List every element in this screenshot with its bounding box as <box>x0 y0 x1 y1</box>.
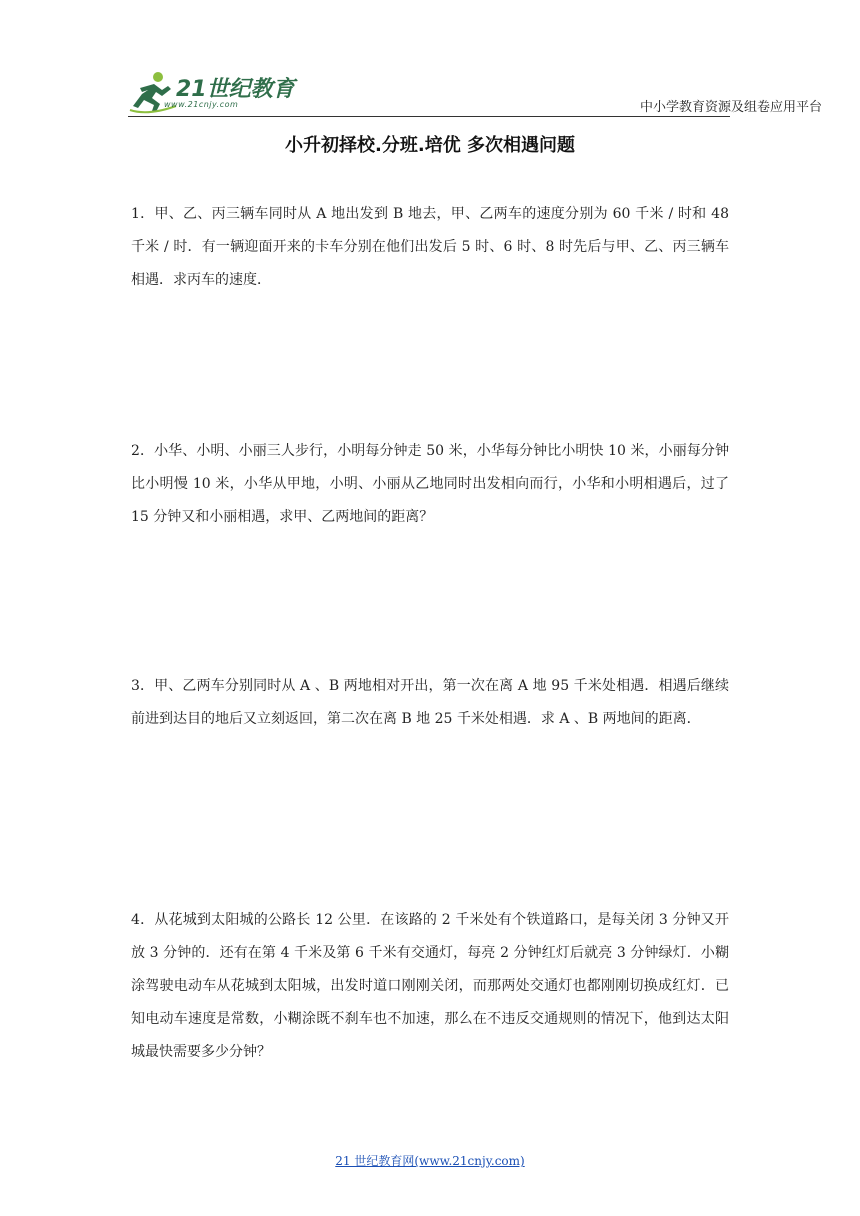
question-1: 1．甲、乙、丙三辆车同时从 A 地出发到 B 地去，甲、乙两车的速度分别为 60 千米 / 时和 48 千米 / 时．有一辆迎面开来的卡车分别在他们出发后 5 时、6 时、8 时先后与甲、乙、丙三辆车相遇．求丙车的速度． <box>131 206 729 288</box>
question-3: 3．甲、乙两车分别同时从 A 、B 两地相对开出，第一次在离 A 地 95 千米处相遇．相遇后继续前进到达目的地后又立刻返回，第二次在离 B 地 25 千米处相遇．求 A 、B 两地间的距离． <box>131 678 729 727</box>
platform-label: 中小学教育资源及组卷应用平台 <box>639 100 822 115</box>
header-divider <box>128 116 730 117</box>
page-title: 小升初择校.分班.培优 多次相遇问题 <box>285 135 575 156</box>
site-logo <box>128 70 298 116</box>
question-2: 2．小华、小明、小丽三人步行，小明每分钟走 50 米，小华每分钟比小明快 10 米，小丽每分钟比小明慢 10 米，小华从甲地，小明、小丽从乙地同时出发相向而行，小华和小明相遇后，过了 15 分钟又和小丽相遇，求甲、乙两地间的距离？ <box>131 443 729 525</box>
question-4: 4．从花城到太阳城的公路长 12 公里．在该路的 2 千米处有个铁道路口，是每关闭 3 分钟又开放 3 分钟的．还有在第 4 千米及第 6 千米有交通灯，每亮 2 分钟红灯后就亮 3 分钟绿灯．小糊涂驾驶电动车从花城到太阳城，出发时道口刚刚关闭，而那两处交通灯也都刚刚切换成红灯．已知电动车速度是常数，小糊涂既不刹车也不加速，那么在不违反交通规则的情况下，他到达太阳城最快需要多少分钟？ <box>131 912 729 1060</box>
logo-text: 21世纪教育 <box>176 77 295 102</box>
runner-logo-icon <box>128 70 178 116</box>
footer-link[interactable]: 21 世纪教育网(www.21cnjy.com) <box>335 1154 525 1168</box>
logo-url: www.21cnjy.com <box>164 100 239 109</box>
footer <box>0 1152 860 1169</box>
